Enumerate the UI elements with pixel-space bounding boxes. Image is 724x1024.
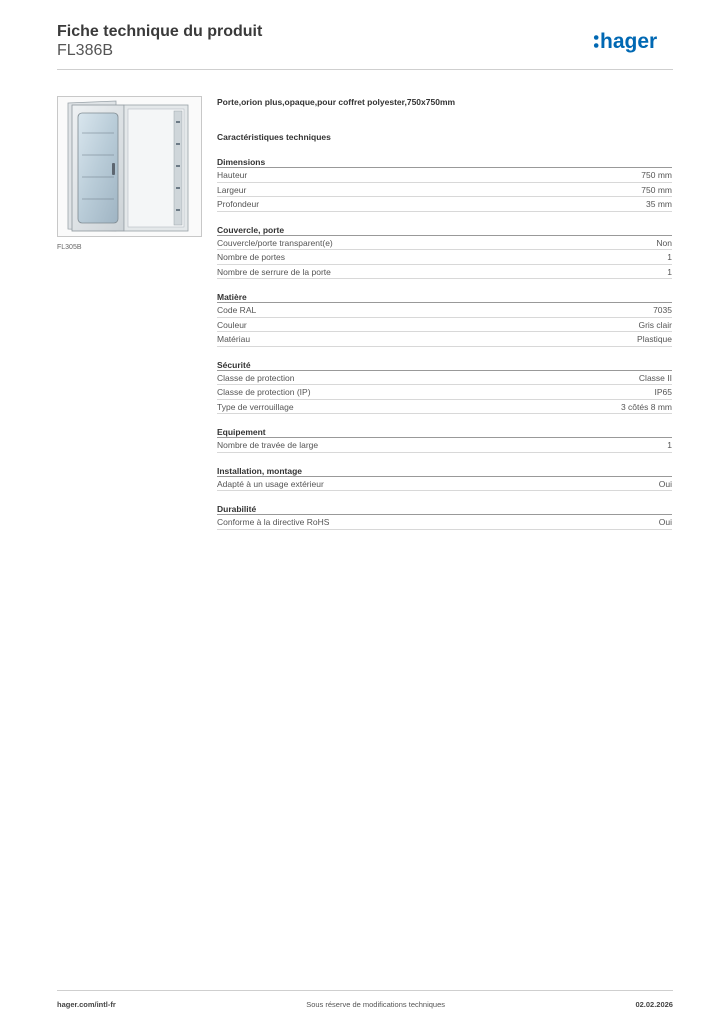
spec-value: 1 [667,440,672,450]
section-title: Matière [217,291,672,303]
image-caption: FL305B [57,244,82,251]
spec-value: 1 [667,266,672,277]
section-title: Dimensions [217,156,672,168]
spec-label: Profondeur [217,199,260,209]
spec-row [217,371,672,386]
spec-row [217,332,672,347]
footer-disclaimer: Sous réserve de modifications techniques [306,1000,446,1009]
spec-value: Classe II [638,372,672,383]
spec-label: Type de verrouillage [217,401,294,412]
product-image [57,96,202,237]
spec-label: Largeur [217,184,247,195]
spec-row [217,515,672,530]
spec-section [217,156,672,212]
spec-section [217,291,672,347]
page-footer [57,990,673,1014]
spec-value: 750 mm [641,184,672,195]
logo-text: hager [600,30,658,53]
cabinet-door-illustration [58,97,201,236]
characteristics-heading: Caractéristiques techniques [217,132,331,142]
spec-value: Oui [658,478,672,489]
spec-label: Nombre de portes [217,252,286,262]
spec-label: Classe de protection (IP) [217,387,311,397]
spec-row [217,385,672,400]
product-details [217,96,672,530]
spec-row [217,303,672,318]
section-title: Equipement [217,426,672,438]
product-reference: FL386B [57,42,114,59]
spec-value: 7035 [653,305,672,315]
spec-section [217,426,672,453]
spec-row [217,477,672,492]
spec-value: IP65 [654,387,672,397]
section-title: Durabilité [217,503,672,515]
spec-row [217,265,672,280]
spec-label: Adapté à un usage extérieur [217,478,324,489]
spec-value: Non [656,237,672,248]
spec-value: Oui [658,517,672,527]
product-description: Porte,orion plus,opaque,pour coffret polyester,750x750mm [217,97,456,107]
spec-section [217,359,672,415]
spec-section [217,465,672,492]
section-title: Couvercle, porte [217,224,672,236]
spec-row [217,438,672,453]
characteristics-sections [217,156,672,530]
spec-value: 35 mm [646,199,672,209]
spec-label: Matériau [217,334,251,344]
footer-date: 02.02.2026 [635,1000,673,1009]
spec-row [217,197,672,212]
spec-value: Gris clair [638,319,672,330]
spec-value: 750 mm [641,170,672,180]
section-title: Sécurité [217,359,672,371]
spec-section [217,224,672,280]
spec-label: Hauteur [217,170,248,180]
page-header [57,22,673,70]
spec-value: 1 [667,252,672,262]
spec-row [217,318,672,333]
page-title: Fiche technique du produit [57,23,263,40]
spec-label: Couvercle/porte transparent(e) [217,237,333,248]
spec-label: Nombre de travée de large [217,440,319,450]
spec-label: Nombre de serrure de la porte [217,266,331,277]
spec-label: Classe de protection [217,372,295,383]
spec-label: Conforme à la directive RoHS [217,517,330,527]
spec-value: Plastique [637,334,672,344]
spec-row [217,168,672,183]
spec-label: Couleur [217,319,247,330]
footer-website[interactable]: hager.com/intl-fr [57,1000,116,1009]
spec-label: Code RAL [217,305,257,315]
section-title: Installation, montage [217,465,672,477]
spec-row [217,183,672,198]
spec-value: 3 côtés 8 mm [620,401,672,412]
spec-row [217,400,672,415]
hager-logo [593,28,673,54]
spec-row [217,250,672,265]
spec-section [217,503,672,530]
spec-row [217,236,672,251]
